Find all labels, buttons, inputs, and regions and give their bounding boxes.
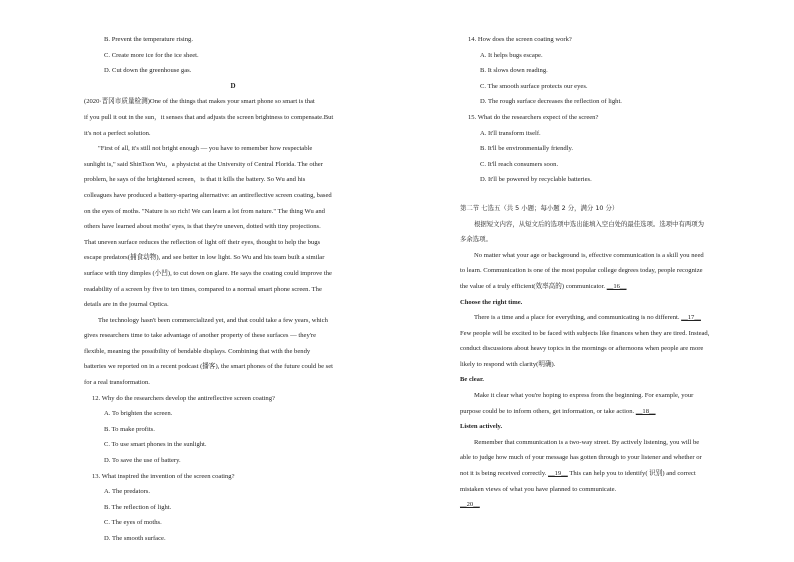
right-column — [460, 32, 746, 513]
intro-line: No matter what your age or background is, effective communication is a skill you need — [474, 251, 704, 259]
option: D. The smooth surface. — [104, 535, 166, 542]
option: C. Create more ice for the ice sheet. — [104, 51, 199, 59]
option: C. The smooth surface protects our eyes. — [480, 82, 588, 90]
passage-line: The technology hasn't been commercialized yet, and that could take a few years, which — [98, 316, 328, 324]
para-line: not it is being received correctly. __19__ This can help you to identify( 识别) and correct — [460, 470, 696, 478]
left-column — [84, 32, 382, 547]
blank-18[interactable]: __18__ — [635, 407, 656, 415]
option: D. Cut down the greenhouse gas. — [104, 67, 192, 75]
passage-line: surface with tiny dimples (小凹), to cut down on glare. He says the coating could improve the — [84, 269, 332, 277]
passage-line: readability of a screen by five to ten times, compared to a normal smart phone screen. The — [84, 285, 322, 293]
option: D. It'll be powered by recyclable batteries. — [480, 176, 592, 184]
instructions: 多余选项。 — [460, 235, 492, 244]
option: A. It'll transform itself. — [480, 129, 541, 137]
heading: Be clear. — [460, 376, 484, 384]
passage-line: flexible, meaning the possibility of bendable displays. Combining that with the bendy — [84, 347, 311, 355]
passage-line: (2020·晋冈市质量检测)One of the things that makes your smart phone so smart is that — [84, 98, 315, 106]
option: B. Prevent the temperature rising. — [104, 36, 193, 43]
option: A. It helps bugs escape. — [480, 51, 543, 59]
para-line — [460, 497, 746, 513]
passage-line: "First of all, it's still not bright enough — you have to remember how respectable — [98, 145, 313, 153]
blank-16[interactable]: __16__ — [606, 282, 627, 290]
blank-19[interactable]: __19__ — [548, 470, 568, 478]
blank-20[interactable]: __20__ — [460, 501, 480, 509]
passage-line: That uneven surface reduces the reflection of light off their eyes, thought to help the bugs — [84, 238, 321, 246]
option: C. To use smart phones in the sunlight. — [104, 441, 207, 449]
option: A. The predators. — [104, 488, 151, 496]
passage-letter: D — [230, 81, 236, 90]
instructions: 根据短文内容，从短文后的选项中选出能填入空白处的最佳选项。选项中有两项为 — [474, 219, 705, 228]
para-line: mistaken views of what you have planned to communicate. — [460, 485, 617, 493]
passage-line: it's not a perfect solution. — [84, 129, 151, 137]
intro-line: the value of a truly efficient(效率高的) communicator. __16__ — [460, 282, 627, 290]
question-13: 13. What inspired the invention of the screen coating? — [92, 472, 235, 480]
para-line: purpose could be to inform others, get information, or take action. __18__ — [460, 407, 656, 415]
heading: Choose the right time. — [460, 298, 523, 306]
question-15: 15. What do the researchers expect of the screen? — [468, 113, 599, 121]
option: B. It slows down reading. — [480, 67, 548, 75]
passage-line: gives researchers time to take advantage of another property of these surfaces — they're — [84, 332, 317, 340]
passage-line: colleagues have produced a battery-sparing alternative: an antireflective screen coating, based — [84, 191, 332, 199]
passage-line: sunlight is," said ShinTson Wu，a physicist at the University of Central Florida. The other — [84, 160, 323, 168]
para-line: Make it clear what you're hoping to express from the beginning. For example, your — [474, 392, 694, 400]
intro-line: to learn. Communication is one of the most popular college degrees today, people recognize — [460, 267, 703, 275]
question-12: 12. Why do the researchers develop the antireflective screen coating? — [92, 394, 275, 402]
passage-line: on the eyes of moths. "Nature is so rich! We can learn a lot from nature." The thing Wu and — [84, 207, 325, 215]
passage-line: batteries we reported on in a recent podcast (播客), the smart phones of the future could be set — [84, 363, 334, 371]
passage-line: escape predators(捕食动物), and see better in low light. So Wu and his team built a similar — [84, 254, 325, 262]
para-line: Remember that communication is a two-way street. By actively listening, you will be — [474, 438, 700, 446]
option: B. To make profits. — [104, 425, 155, 433]
para-line: conduct discussions about heavy topics in the mornings or afternoons when people are more — [460, 345, 704, 353]
question-14: 14. How does the screen coating work? — [468, 36, 572, 43]
option: A. To brighten the screen. — [104, 410, 173, 418]
para-line: able to judge how much of your message has gotten through to your listener and whether or — [460, 454, 702, 462]
para-line: There is a time and a place for everything, and communicating is no different. __17__ — [474, 314, 701, 322]
passage-line: for a real transformation. — [84, 379, 150, 387]
option: C. It'll reach consumers soon. — [480, 160, 559, 168]
passage-line: problem, he says of the brightened screen，is that it kills the battery. So Wu and his — [84, 176, 306, 184]
option: D. The rough surface decreases the reflection of light. — [480, 98, 622, 106]
section-title: 第二节 七选五（共 5 小题；每小题 2 分，满分 10 分） — [460, 203, 619, 212]
para-line: likely to respond with clarity(明确). — [460, 360, 556, 368]
option: B. It'll be environmentally friendly. — [480, 145, 574, 153]
passage-line: if you pull it out in the sun，it senses that and adjusts the screen brightness to compensate.But — [84, 113, 334, 121]
option: D. To save the use of battery. — [104, 457, 181, 465]
passage-line: others have learned about moths' eyes, is that they're uneven, dotted with tiny projections. — [84, 223, 321, 231]
passage-line: details are in the journal Optica. — [84, 301, 169, 309]
option: B. The reflection of light. — [104, 503, 172, 511]
para-line: Few people will be excited to be faced with subjects like finances when they are tired. Instead, — [460, 329, 710, 337]
blank-17[interactable]: __17__ — [681, 314, 701, 322]
option: C. The eyes of moths. — [104, 519, 162, 527]
heading: Listen actively. — [460, 423, 503, 431]
